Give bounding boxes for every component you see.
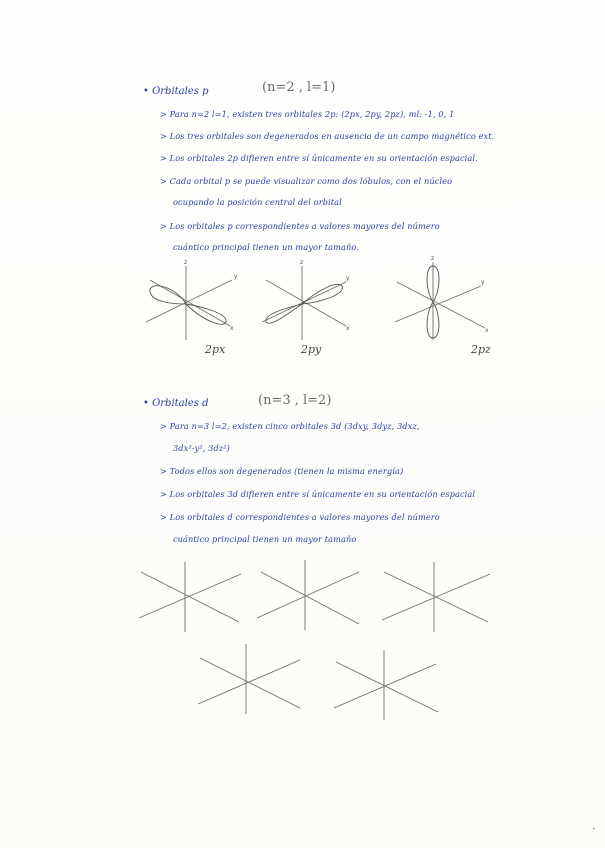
axis-x-label: x xyxy=(230,325,234,332)
axis-y-label: y xyxy=(346,275,350,282)
section-p-title-text: Orbitales p xyxy=(152,86,209,97)
d-axes-sketch-2 xyxy=(255,558,365,633)
p-bullet-4-cont: ocupando la posición central del orbital xyxy=(173,197,342,207)
d-axes-sketch-5 xyxy=(332,648,442,723)
p-bullet-5: > Los orbitales p correspondientes a valores mayores del número xyxy=(160,221,440,231)
d-bullet-1-cont: 3dx²-y², 3dz²) xyxy=(173,443,230,453)
d-axes-sketch-4 xyxy=(196,642,306,717)
section-d-title xyxy=(143,398,208,409)
corner-mark: • xyxy=(592,826,596,833)
section-d-quantum: (n=3 , l=2) xyxy=(258,393,332,408)
axis-y-label: y xyxy=(234,273,238,280)
p-bullet-2: > Los tres orbitales son degenerados en ausencia de un campo magnético ext. xyxy=(160,131,495,141)
d-bullet-4-cont: cuántico principal tienen un mayor tamaño xyxy=(173,534,357,544)
p-bullet-5-cont: cuántico principal tienen un mayor tamaño. xyxy=(173,242,359,252)
orbital-2py-label: 2py xyxy=(301,343,322,356)
axis-z-label: z xyxy=(184,259,188,266)
d-axes-sketch-1 xyxy=(137,560,247,635)
section-d-title-text: Orbitales d xyxy=(152,398,209,409)
section-p-title xyxy=(143,86,208,97)
section-p-quantum: (n=2 , l=1) xyxy=(262,80,336,95)
bullet-dot: • xyxy=(143,398,153,409)
axis-x-label: x xyxy=(346,325,350,332)
axis-x-label: x xyxy=(485,327,489,334)
axis-y-label: y xyxy=(481,279,485,286)
d-bullet-3: > Los orbitales 3d difieren entre sí únicamente en su orientación espacial xyxy=(160,489,476,499)
orbital-2pz-diagram xyxy=(389,256,499,341)
orbital-2pz-label: 2pz xyxy=(471,343,491,356)
axis-z-label: z xyxy=(431,255,435,262)
bullet-dot: • xyxy=(143,86,153,97)
d-bullet-2: > Todos ellos son degenerados (tienen la misma energía) xyxy=(160,466,404,476)
orbital-2py-diagram xyxy=(256,258,366,343)
d-bullet-1: > Para n=3 l=2, existen cinco orbitales 3d (3dxy, 3dyz, 3dxz, xyxy=(160,421,420,431)
p-bullet-1: > Para n=2 l=1, existen tres orbitales 2p: (2px, 2py, 2pz), ml: -1, 0, 1 xyxy=(160,109,455,119)
axis-z-label: z xyxy=(300,259,304,266)
d-axes-sketch-3 xyxy=(380,560,495,635)
orbital-2px-label: 2px xyxy=(205,343,226,356)
p-bullet-3: > Los orbitales 2p difieren entre sí únicamente en su orientación espacial. xyxy=(160,153,478,163)
p-bullet-4: > Cada orbital p se puede visualizar como dos lóbulos, con el núcleo xyxy=(160,176,453,186)
orbital-2px-diagram xyxy=(140,258,250,343)
d-bullet-4: > Los orbitales d correspondientes a valores mayores del número xyxy=(160,512,440,522)
